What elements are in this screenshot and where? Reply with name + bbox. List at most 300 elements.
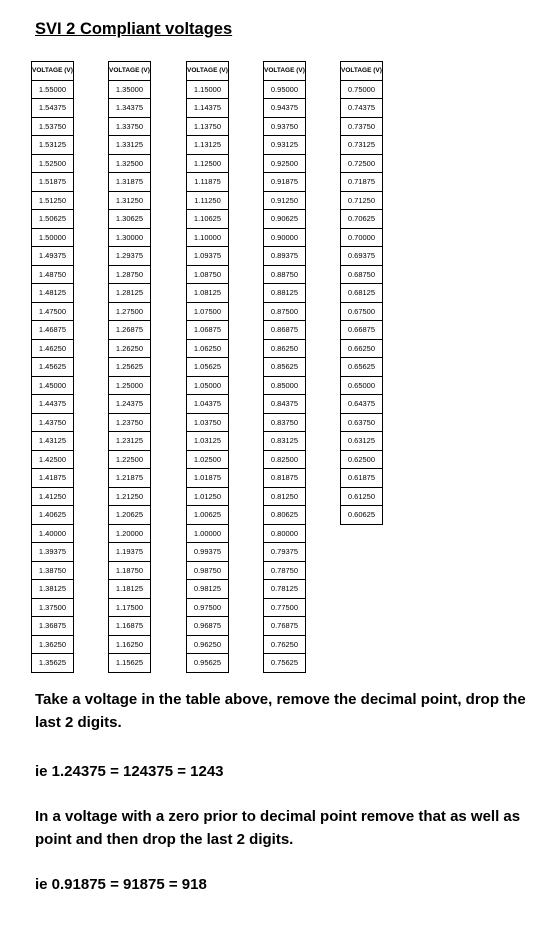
voltage-cell: 1.48125 (32, 284, 74, 303)
voltage-cell: 0.89375 (264, 247, 306, 266)
voltage-column-4 (263, 61, 306, 673)
table-row (109, 506, 151, 525)
table-row (264, 154, 306, 173)
voltage-cell: 1.06875 (187, 321, 229, 340)
voltage-cell: 0.80625 (264, 506, 306, 525)
table-row (109, 247, 151, 266)
table-row (187, 580, 229, 599)
voltage-cell: 0.94375 (264, 99, 306, 118)
table-row (264, 506, 306, 525)
table-row (32, 247, 74, 266)
voltage-cell: 1.38125 (32, 580, 74, 599)
table-row (109, 191, 151, 210)
table-row (264, 265, 306, 284)
voltage-cell: 0.93125 (264, 136, 306, 155)
table-row (264, 247, 306, 266)
voltage-cell: 1.01875 (187, 469, 229, 488)
table-row (109, 302, 151, 321)
table-row (32, 561, 74, 580)
column-header: VOLTAGE (V) (341, 62, 383, 81)
voltage-cell: 1.04375 (187, 395, 229, 414)
voltage-cell: 0.75625 (264, 654, 306, 673)
table-row (109, 339, 151, 358)
voltage-cell: 0.71875 (341, 173, 383, 192)
voltage-cell: 0.99375 (187, 543, 229, 562)
table-row (109, 358, 151, 377)
table-row (264, 543, 306, 562)
voltage-cell: 0.85625 (264, 358, 306, 377)
voltage-cell: 1.26875 (109, 321, 151, 340)
voltage-cell: 0.82500 (264, 450, 306, 469)
table-row (109, 487, 151, 506)
voltage-table-1 (31, 61, 74, 673)
voltage-cell: 0.75000 (341, 80, 383, 99)
voltage-cell: 0.67500 (341, 302, 383, 321)
voltage-cell: 0.70625 (341, 210, 383, 229)
table-row (264, 524, 306, 543)
voltage-cell: 0.60625 (341, 506, 383, 525)
table-row (109, 413, 151, 432)
table-row (187, 469, 229, 488)
table-row (264, 487, 306, 506)
voltage-cell: 1.41250 (32, 487, 74, 506)
voltage-cell: 1.17500 (109, 598, 151, 617)
table-row (109, 117, 151, 136)
voltage-cell: 0.86875 (264, 321, 306, 340)
voltage-cell: 1.25625 (109, 358, 151, 377)
table-row (264, 136, 306, 155)
table-row (109, 376, 151, 395)
voltage-cell: 1.46875 (32, 321, 74, 340)
voltage-cell: 1.25000 (109, 376, 151, 395)
voltage-cell: 1.53125 (32, 136, 74, 155)
voltage-cell: 1.08750 (187, 265, 229, 284)
voltage-cell: 1.21875 (109, 469, 151, 488)
table-row (264, 469, 306, 488)
voltage-cell: 0.66250 (341, 339, 383, 358)
table-row (187, 339, 229, 358)
table-row (187, 432, 229, 451)
table-row (341, 506, 383, 525)
table-row (109, 99, 151, 118)
voltage-cell: 1.33750 (109, 117, 151, 136)
table-row (187, 284, 229, 303)
voltage-cell: 0.81875 (264, 469, 306, 488)
voltage-cell: 1.00000 (187, 524, 229, 543)
table-row (341, 191, 383, 210)
voltage-cell: 1.51875 (32, 173, 74, 192)
voltage-cell: 1.23125 (109, 432, 151, 451)
voltage-column-2 (108, 61, 151, 673)
voltage-cell: 0.97500 (187, 598, 229, 617)
table-row (187, 598, 229, 617)
voltage-cell: 1.48750 (32, 265, 74, 284)
voltage-cell: 0.65000 (341, 376, 383, 395)
table-row (109, 580, 151, 599)
table-row (341, 487, 383, 506)
column-header: VOLTAGE (V) (109, 62, 151, 81)
table-row (264, 80, 306, 99)
voltage-cell: 0.65625 (341, 358, 383, 377)
voltage-cell: 0.95625 (187, 654, 229, 673)
voltage-cell: 1.15000 (187, 80, 229, 99)
column-header: VOLTAGE (V) (187, 62, 229, 81)
voltage-cell: 1.09375 (187, 247, 229, 266)
table-row (264, 358, 306, 377)
table-row (32, 191, 74, 210)
voltage-cell: 1.24375 (109, 395, 151, 414)
voltage-cell: 1.15625 (109, 654, 151, 673)
table-row (109, 561, 151, 580)
table-row (109, 450, 151, 469)
table-row (341, 284, 383, 303)
table-row (109, 284, 151, 303)
voltage-table-5 (340, 61, 383, 525)
voltage-cell: 0.77500 (264, 598, 306, 617)
table-row (264, 413, 306, 432)
voltage-cell: 0.63125 (341, 432, 383, 451)
voltage-cell: 0.91250 (264, 191, 306, 210)
table-row (187, 210, 229, 229)
table-row (341, 136, 383, 155)
voltage-cell: 1.43125 (32, 432, 74, 451)
table-row (264, 395, 306, 414)
table-row (32, 469, 74, 488)
table-row (264, 302, 306, 321)
table-row (109, 543, 151, 562)
voltage-cell: 1.38750 (32, 561, 74, 580)
table-row (341, 321, 383, 340)
voltage-cell: 0.68750 (341, 265, 383, 284)
voltage-cell: 0.86250 (264, 339, 306, 358)
voltage-cell: 0.92500 (264, 154, 306, 173)
table-row (109, 432, 151, 451)
table-row (341, 99, 383, 118)
table-row (264, 191, 306, 210)
voltage-cell: 1.47500 (32, 302, 74, 321)
voltage-cell: 1.36875 (32, 617, 74, 636)
voltage-cell: 1.05625 (187, 358, 229, 377)
table-row (109, 469, 151, 488)
voltage-cell: 1.40625 (32, 506, 74, 525)
voltage-cell: 1.35000 (109, 80, 151, 99)
table-row (341, 247, 383, 266)
table-row (341, 228, 383, 247)
voltage-cell: 1.16875 (109, 617, 151, 636)
table-row (109, 654, 151, 673)
voltage-cell: 1.22500 (109, 450, 151, 469)
voltage-cell: 1.19375 (109, 543, 151, 562)
table-row (264, 321, 306, 340)
table-row (32, 524, 74, 543)
voltage-cell: 1.43750 (32, 413, 74, 432)
table-row (187, 302, 229, 321)
table-row (32, 173, 74, 192)
voltage-cell: 1.03750 (187, 413, 229, 432)
voltage-cell: 0.90000 (264, 228, 306, 247)
table-row (264, 450, 306, 469)
voltage-cell: 1.18125 (109, 580, 151, 599)
table-row (187, 450, 229, 469)
voltage-cell: 0.64375 (341, 395, 383, 414)
voltage-cell: 0.93750 (264, 117, 306, 136)
voltage-cell: 1.13125 (187, 136, 229, 155)
table-row (109, 173, 151, 192)
voltage-cell: 0.84375 (264, 395, 306, 414)
column-header: VOLTAGE (V) (264, 62, 306, 81)
table-row (187, 635, 229, 654)
table-row (32, 635, 74, 654)
voltage-cell: 1.44375 (32, 395, 74, 414)
voltage-cell: 0.98750 (187, 561, 229, 580)
voltage-cell: 1.50625 (32, 210, 74, 229)
voltage-cell: 0.74375 (341, 99, 383, 118)
voltage-cell: 1.16250 (109, 635, 151, 654)
voltage-cell: 1.28125 (109, 284, 151, 303)
voltage-cell: 1.13750 (187, 117, 229, 136)
table-row (264, 654, 306, 673)
table-row (264, 432, 306, 451)
table-row (109, 635, 151, 654)
table-row (187, 265, 229, 284)
table-row (341, 265, 383, 284)
voltage-cell: 1.33125 (109, 136, 151, 155)
voltage-cell: 0.90625 (264, 210, 306, 229)
voltage-cell: 1.35625 (32, 654, 74, 673)
voltage-cell: 0.87500 (264, 302, 306, 321)
example-2: ie 0.91875 = 91875 = 918 (35, 876, 207, 893)
table-row (187, 80, 229, 99)
table-row (32, 654, 74, 673)
voltage-cell: 0.69375 (341, 247, 383, 266)
table-row (264, 617, 306, 636)
example-1: ie 1.24375 = 124375 = 1243 (35, 763, 224, 780)
table-row (264, 561, 306, 580)
voltage-cell: 1.30625 (109, 210, 151, 229)
table-row (264, 598, 306, 617)
voltage-cell: 1.03125 (187, 432, 229, 451)
voltage-cell: 0.85000 (264, 376, 306, 395)
table-row (109, 617, 151, 636)
table-row (341, 339, 383, 358)
table-row (109, 228, 151, 247)
table-row (187, 228, 229, 247)
voltage-cell: 0.61250 (341, 487, 383, 506)
voltage-cell: 0.81250 (264, 487, 306, 506)
voltage-cell: 0.78750 (264, 561, 306, 580)
table-row (32, 228, 74, 247)
voltage-cell: 1.30000 (109, 228, 151, 247)
table-row (341, 173, 383, 192)
voltage-cell: 1.46250 (32, 339, 74, 358)
table-row (341, 117, 383, 136)
voltage-cell: 1.07500 (187, 302, 229, 321)
table-row (32, 80, 74, 99)
voltage-cell: 1.49375 (32, 247, 74, 266)
table-row (187, 136, 229, 155)
voltage-cell: 1.20625 (109, 506, 151, 525)
table-row (109, 210, 151, 229)
table-row (187, 376, 229, 395)
voltage-cell: 1.51250 (32, 191, 74, 210)
table-row (187, 617, 229, 636)
table-row (187, 117, 229, 136)
voltage-cell: 1.40000 (32, 524, 74, 543)
table-row (187, 247, 229, 266)
voltage-cell: 0.68125 (341, 284, 383, 303)
voltage-cell: 1.23750 (109, 413, 151, 432)
table-row (32, 543, 74, 562)
voltage-cell: 1.27500 (109, 302, 151, 321)
voltage-cell: 0.80000 (264, 524, 306, 543)
voltage-cell: 0.83750 (264, 413, 306, 432)
table-row (109, 321, 151, 340)
voltage-cell: 0.88125 (264, 284, 306, 303)
voltage-cell: 0.61875 (341, 469, 383, 488)
table-row (32, 413, 74, 432)
voltage-cell: 1.08125 (187, 284, 229, 303)
column-header: VOLTAGE (V) (32, 62, 74, 81)
voltage-cell: 0.96875 (187, 617, 229, 636)
table-row (341, 395, 383, 414)
table-row (187, 321, 229, 340)
table-row (341, 432, 383, 451)
table-row (32, 136, 74, 155)
voltage-cell: 0.73750 (341, 117, 383, 136)
table-row (341, 469, 383, 488)
table-row (341, 154, 383, 173)
table-row (264, 284, 306, 303)
table-row (264, 173, 306, 192)
table-row (187, 99, 229, 118)
voltage-cell: 1.39375 (32, 543, 74, 562)
table-row (187, 654, 229, 673)
table-row (109, 598, 151, 617)
voltage-cell: 0.76250 (264, 635, 306, 654)
voltage-table-2 (108, 61, 151, 673)
voltage-cell: 1.06250 (187, 339, 229, 358)
voltage-cell: 0.62500 (341, 450, 383, 469)
table-row (32, 395, 74, 414)
instruction-paragraph-1: Take a voltage in the table above, remove the decimal point, drop the last 2 digits. (35, 691, 526, 731)
table-row (32, 302, 74, 321)
voltage-cell: 1.36250 (32, 635, 74, 654)
table-row (32, 432, 74, 451)
voltage-cell: 1.14375 (187, 99, 229, 118)
table-row (109, 265, 151, 284)
voltage-cell: 1.28750 (109, 265, 151, 284)
voltage-cell: 0.95000 (264, 80, 306, 99)
table-row (32, 376, 74, 395)
table-row (187, 395, 229, 414)
table-row (264, 210, 306, 229)
voltage-cell: 1.54375 (32, 99, 74, 118)
voltage-cell: 1.45625 (32, 358, 74, 377)
table-row (341, 358, 383, 377)
table-row (32, 339, 74, 358)
voltage-cell: 1.11250 (187, 191, 229, 210)
voltage-cell: 1.31250 (109, 191, 151, 210)
table-row (32, 117, 74, 136)
table-row (109, 395, 151, 414)
table-row (341, 450, 383, 469)
table-row (187, 173, 229, 192)
table-row (32, 506, 74, 525)
table-row (32, 487, 74, 506)
voltage-cell: 0.98125 (187, 580, 229, 599)
voltage-cell: 0.78125 (264, 580, 306, 599)
table-row (109, 154, 151, 173)
voltage-cell: 1.34375 (109, 99, 151, 118)
table-row (32, 358, 74, 377)
table-row (341, 80, 383, 99)
table-row (264, 228, 306, 247)
table-row (32, 598, 74, 617)
table-row (341, 413, 383, 432)
voltage-cell: 1.52500 (32, 154, 74, 173)
voltage-cell: 1.01250 (187, 487, 229, 506)
voltage-cell: 1.12500 (187, 154, 229, 173)
voltage-cell: 1.21250 (109, 487, 151, 506)
voltage-cell: 1.31875 (109, 173, 151, 192)
table-row (264, 339, 306, 358)
table-row (264, 635, 306, 654)
voltage-cell: 0.96250 (187, 635, 229, 654)
voltage-cell: 1.10625 (187, 210, 229, 229)
table-row (341, 376, 383, 395)
table-row (187, 358, 229, 377)
table-row (264, 580, 306, 599)
table-row (32, 580, 74, 599)
voltage-column-3 (186, 61, 229, 673)
table-row (341, 210, 383, 229)
table-row (187, 413, 229, 432)
voltage-cell: 0.88750 (264, 265, 306, 284)
table-row (32, 265, 74, 284)
table-row (187, 543, 229, 562)
voltage-cell: 1.18750 (109, 561, 151, 580)
table-row (264, 376, 306, 395)
voltage-cell: 1.41875 (32, 469, 74, 488)
voltage-cell: 1.50000 (32, 228, 74, 247)
table-row (187, 154, 229, 173)
voltage-cell: 1.42500 (32, 450, 74, 469)
table-row (32, 321, 74, 340)
table-row (32, 284, 74, 303)
voltage-table-3 (186, 61, 229, 673)
table-row (341, 302, 383, 321)
table-row (187, 561, 229, 580)
voltage-cell: 0.83125 (264, 432, 306, 451)
voltage-cell: 0.66875 (341, 321, 383, 340)
voltage-cell: 1.37500 (32, 598, 74, 617)
table-row (109, 80, 151, 99)
table-row (264, 117, 306, 136)
voltage-cell: 1.32500 (109, 154, 151, 173)
voltage-cell: 1.55000 (32, 80, 74, 99)
table-row (32, 154, 74, 173)
voltage-column-5 (340, 61, 383, 525)
table-row (109, 524, 151, 543)
voltage-cell: 0.73125 (341, 136, 383, 155)
table-row (32, 617, 74, 636)
voltage-cell: 0.71250 (341, 191, 383, 210)
voltage-cell: 1.00625 (187, 506, 229, 525)
voltage-cell: 1.11875 (187, 173, 229, 192)
voltage-cell: 1.10000 (187, 228, 229, 247)
voltage-cell: 1.26250 (109, 339, 151, 358)
voltage-cell: 1.20000 (109, 524, 151, 543)
